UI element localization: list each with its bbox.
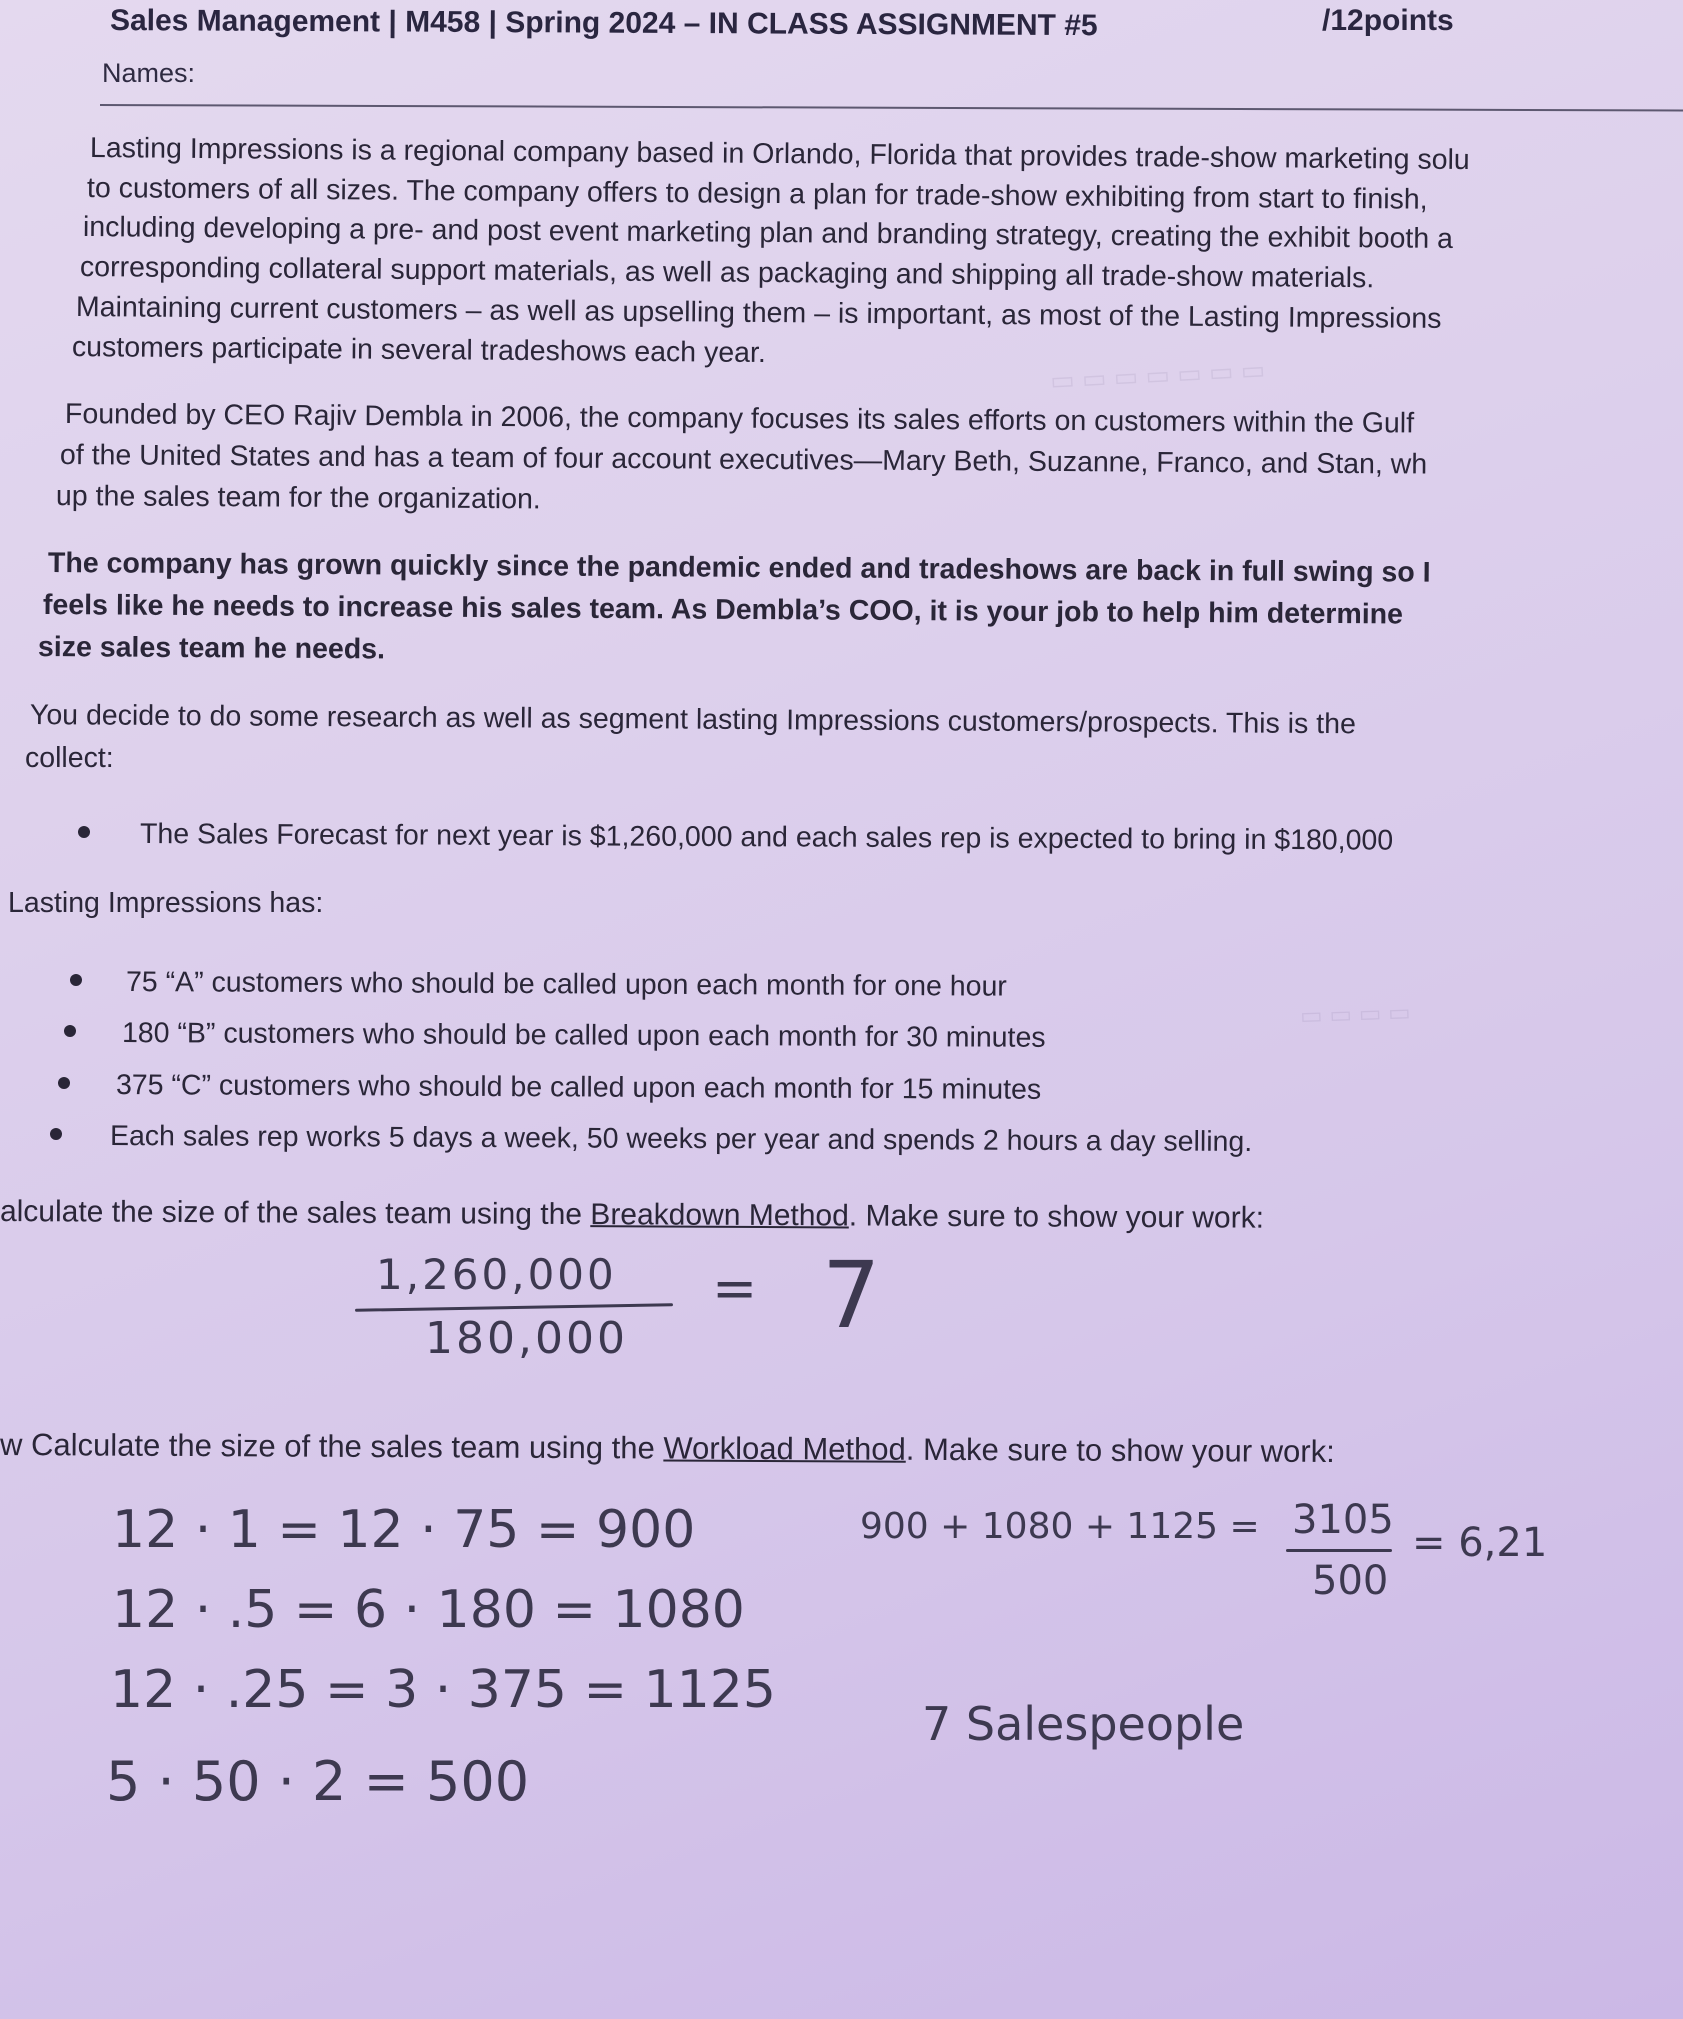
- prompt-text: . Make sure to show your work:: [848, 1199, 1265, 1235]
- points-label: /12points: [1322, 4, 1454, 37]
- workload-method-label: Workload Method: [663, 1430, 906, 1467]
- bleed-through: ▭ ▭ ▭ ▭ ▭ ▭ ▭: [1049, 354, 1266, 396]
- workload-line-a: 12 · 1 = 12 · 75 = 900: [112, 1500, 696, 1560]
- text-line: including developing a pre- and post event marketing plan and branding strategy, creating the exhibit booth a: [82, 211, 1454, 255]
- text-line: You decide to do some research as well as segment lasting Impressions customers/prospects. This is the: [29, 699, 1356, 741]
- bleed-through: ▭ ▭ ▭ ▭: [1299, 999, 1412, 1030]
- text-line: corresponding collateral support materials, as well as packaging and shipping all trade-show materials.: [79, 251, 1375, 295]
- forecast-bullet-text: The Sales Forecast for next year is $1,260,000 and each sales rep is expected to bring in $180,000: [139, 818, 1394, 857]
- workload-sum-numerator: 3105: [1292, 1497, 1394, 1543]
- assignment-title: Sales Management | M458 | Spring 2024 – IN CLASS ASSIGNMENT #5: [109, 4, 1098, 43]
- list-item: 180 “B” customers who should be called upon each month for 30 minutes: [121, 1017, 1046, 1054]
- text-line: customers participate in several tradeshows each year.: [71, 331, 766, 370]
- breakdown-prompt: [0, 1192, 1264, 1239]
- fraction-bar: [1286, 1549, 1392, 1552]
- breakdown-method-label: Breakdown Method: [590, 1198, 849, 1233]
- workload-line-c: 12 · .25 = 3 · 375 = 1125: [110, 1660, 776, 1720]
- workload-sum-denominator: 500: [1312, 1558, 1389, 1604]
- text-line: Founded by CEO Rajiv Dembla in 2006, the company focuses its sales efforts on customers within the Gulf: [64, 398, 1415, 440]
- text-line: Lasting Impressions is a regional company based in Orlando, Florida that provides trade-show marketing solu: [89, 132, 1470, 177]
- list-item: Each sales rep works 5 days a week, 50 weeks per year and spends 2 hours a day selling.: [109, 1120, 1253, 1158]
- text-line: collect:: [25, 742, 114, 774]
- bullet-icon: [50, 1128, 62, 1140]
- prompt-text: alculate the size of the sales team using the: [0, 1195, 591, 1232]
- bullet-icon: [70, 974, 82, 986]
- list-item: 375 “C” customers who should be called upon each month for 15 minutes: [115, 1069, 1042, 1106]
- bullet-icon: [64, 1025, 76, 1037]
- equals-sign: =: [712, 1257, 758, 1320]
- names-label: Names:: [102, 58, 196, 88]
- breakdown-numerator: 1,260,000: [376, 1250, 617, 1299]
- workload-line-hours: 5 · 50 · 2 = 500: [106, 1750, 530, 1813]
- text-line: to customers of all sizes. The company offers to design a plan for trade-show exhibiting from start to finish,: [86, 172, 1428, 216]
- list-item: 75 “A” customers who should be called upon each month for one hour: [125, 966, 1007, 1003]
- workload-conclusion: 7 Salespeople: [922, 1697, 1245, 1751]
- breakdown-result: 7: [822, 1242, 881, 1349]
- text-line: of the United States and has a team of four account executives—Mary Beth, Suzanne, Franco, and Stan, wh: [59, 439, 1428, 481]
- bullet-icon: [78, 826, 90, 838]
- text-line: The company has grown quickly since the pandemic ended and tradeshows are back in full swing so I: [47, 547, 1431, 589]
- names-line: [100, 104, 1683, 112]
- bullet-icon: [58, 1077, 70, 1089]
- workload-sum: 900 + 1080 + 1125 =: [860, 1506, 1260, 1547]
- workload-prompt: [0, 1425, 1335, 1472]
- has-label: Lasting Impressions has:: [8, 887, 324, 919]
- text-line: Maintaining current customers – as well as upselling them – is important, as most of the Lasting Impressions: [75, 291, 1442, 335]
- fraction-bar: [355, 1303, 673, 1312]
- breakdown-denominator: 180,000: [425, 1313, 628, 1364]
- workload-sum-result: = 6,21: [1412, 1520, 1548, 1566]
- text-line: size sales team he needs.: [37, 631, 386, 666]
- text-line: up the sales team for the organization.: [55, 480, 541, 516]
- text-line: feels like he needs to increase his sales team. As Dembla’s COO, it is your job to help him determine: [42, 589, 1404, 631]
- workload-line-b: 12 · .5 = 6 · 180 = 1080: [112, 1580, 745, 1640]
- prompt-text: w Calculate the size of the sales team using the: [0, 1427, 664, 1466]
- prompt-text: . Make sure to show your work:: [905, 1431, 1335, 1469]
